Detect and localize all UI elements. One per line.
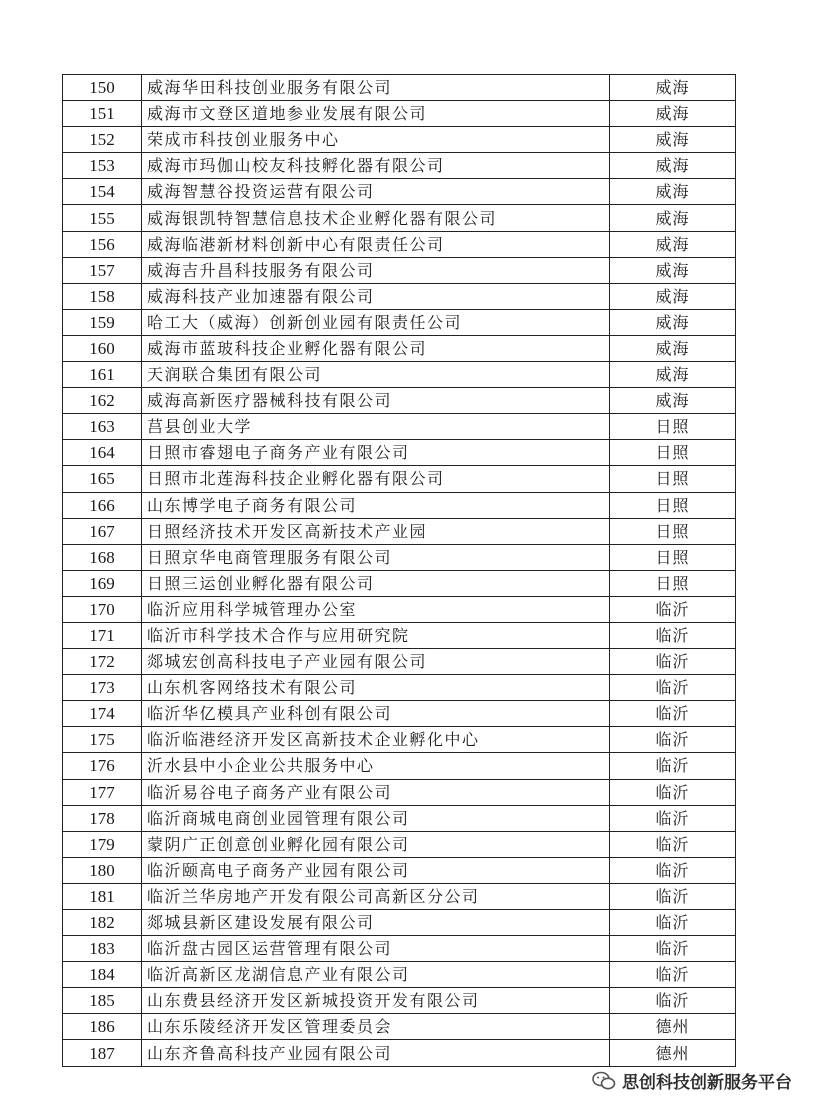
row-number: 155 (63, 205, 142, 231)
row-number: 174 (63, 701, 142, 727)
organization-name: 威海华田科技创业服务有限公司 (142, 75, 610, 101)
city-name: 德州 (610, 1014, 736, 1040)
city-name: 日照 (610, 440, 736, 466)
table-row (63, 596, 736, 622)
city-name: 威海 (610, 257, 736, 283)
row-number: 177 (63, 779, 142, 805)
organization-name: 日照经济技术开发区高新技术产业园 (142, 518, 610, 544)
organization-name: 山东博学电子商务有限公司 (142, 492, 610, 518)
city-name: 临沂 (610, 596, 736, 622)
organization-name: 威海科技产业加速器有限公司 (142, 283, 610, 309)
city-name: 临沂 (610, 910, 736, 936)
city-name: 日照 (610, 492, 736, 518)
watermark (592, 1068, 792, 1093)
city-name: 威海 (610, 335, 736, 361)
row-number: 164 (63, 440, 142, 466)
city-name: 临沂 (610, 962, 736, 988)
city-name: 日照 (610, 544, 736, 570)
table-row (63, 988, 736, 1014)
organization-name: 威海临港新材料创新中心有限责任公司 (142, 231, 610, 257)
organization-name: 威海吉升昌科技服务有限公司 (142, 257, 610, 283)
row-number: 151 (63, 101, 142, 127)
row-number: 152 (63, 127, 142, 153)
table-row (63, 388, 736, 414)
organization-name: 临沂华亿模具产业科创有限公司 (142, 701, 610, 727)
table-row (63, 335, 736, 361)
organization-name: 哈工大（威海）创新创业园有限责任公司 (142, 309, 610, 335)
table-row (63, 1040, 736, 1066)
organization-name: 郯城县新区建设发展有限公司 (142, 910, 610, 936)
organization-name: 山东乐陵经济开发区管理委员会 (142, 1014, 610, 1040)
table-row (63, 127, 736, 153)
city-name: 德州 (610, 1040, 736, 1066)
table-row (63, 309, 736, 335)
row-number: 157 (63, 257, 142, 283)
city-name: 临沂 (610, 936, 736, 962)
table-row (63, 1014, 736, 1040)
city-name: 临沂 (610, 883, 736, 909)
city-name: 临沂 (610, 805, 736, 831)
table-row (63, 231, 736, 257)
table-row (63, 727, 736, 753)
organization-name: 临沂商城电商创业园管理有限公司 (142, 805, 610, 831)
table-row (63, 570, 736, 596)
city-name: 威海 (610, 231, 736, 257)
city-name: 威海 (610, 388, 736, 414)
organization-name: 郯城宏创高科技电子产业园有限公司 (142, 649, 610, 675)
city-name: 威海 (610, 101, 736, 127)
city-name: 威海 (610, 127, 736, 153)
row-number: 168 (63, 544, 142, 570)
row-number: 173 (63, 675, 142, 701)
city-name: 临沂 (610, 622, 736, 648)
table-row (63, 179, 736, 205)
row-number: 178 (63, 805, 142, 831)
organization-name: 天润联合集团有限公司 (142, 362, 610, 388)
organization-name: 山东费县经济开发区新城投资开发有限公司 (142, 988, 610, 1014)
table-row (63, 544, 736, 570)
row-number: 165 (63, 466, 142, 492)
table-row (63, 362, 736, 388)
city-name: 威海 (610, 309, 736, 335)
organization-name: 临沂市科学技术合作与应用研究院 (142, 622, 610, 648)
row-number: 175 (63, 727, 142, 753)
organization-name: 山东齐鲁高科技产业园有限公司 (142, 1040, 610, 1066)
row-number: 179 (63, 831, 142, 857)
row-number: 170 (63, 596, 142, 622)
row-number: 154 (63, 179, 142, 205)
table-body (63, 75, 736, 1067)
row-number: 169 (63, 570, 142, 596)
organization-name: 荣成市科技创业服务中心 (142, 127, 610, 153)
organization-name: 临沂颐高电子商务产业园有限公司 (142, 857, 610, 883)
row-number: 176 (63, 753, 142, 779)
table-row (63, 831, 736, 857)
row-number: 167 (63, 518, 142, 544)
document-page (62, 74, 735, 1067)
organization-name: 临沂临港经济开发区高新技术企业孵化中心 (142, 727, 610, 753)
table-row (63, 675, 736, 701)
table-row (63, 936, 736, 962)
row-number: 158 (63, 283, 142, 309)
organization-name: 日照市睿翅电子商务产业有限公司 (142, 440, 610, 466)
city-name: 日照 (610, 466, 736, 492)
organization-name: 蒙阴广正创意创业孵化园有限公司 (142, 831, 610, 857)
city-name: 威海 (610, 283, 736, 309)
table-row (63, 440, 736, 466)
city-name: 威海 (610, 205, 736, 231)
table-row (63, 492, 736, 518)
table-row (63, 622, 736, 648)
row-number: 161 (63, 362, 142, 388)
row-number: 171 (63, 622, 142, 648)
table-row (63, 466, 736, 492)
organization-name: 威海高新医疗器械科技有限公司 (142, 388, 610, 414)
organization-name: 威海市玛伽山校友科技孵化器有限公司 (142, 153, 610, 179)
table-row (63, 753, 736, 779)
row-number: 181 (63, 883, 142, 909)
city-name: 威海 (610, 179, 736, 205)
watermark-text: 思创科技创新服务平台 (622, 1073, 792, 1093)
row-number: 166 (63, 492, 142, 518)
table-row (63, 857, 736, 883)
city-name: 日照 (610, 414, 736, 440)
city-name: 威海 (610, 362, 736, 388)
row-number: 180 (63, 857, 142, 883)
city-name: 临沂 (610, 857, 736, 883)
organization-name: 威海市文登区道地参业发展有限公司 (142, 101, 610, 127)
organization-name: 莒县创业大学 (142, 414, 610, 440)
organization-name: 日照市北莲海科技企业孵化器有限公司 (142, 466, 610, 492)
organization-name: 临沂盘古园区运营管理有限公司 (142, 936, 610, 962)
row-number: 187 (63, 1040, 142, 1066)
table-row (63, 805, 736, 831)
table-row (63, 518, 736, 544)
organization-name: 威海市蓝玻科技企业孵化器有限公司 (142, 335, 610, 361)
row-number: 163 (63, 414, 142, 440)
row-number: 159 (63, 309, 142, 335)
row-number: 156 (63, 231, 142, 257)
row-number: 185 (63, 988, 142, 1014)
city-name: 临沂 (610, 988, 736, 1014)
organization-name: 临沂应用科学城管理办公室 (142, 596, 610, 622)
city-name: 日照 (610, 570, 736, 596)
organization-name: 沂水县中小企业公共服务中心 (142, 753, 610, 779)
table-row (63, 283, 736, 309)
row-number: 153 (63, 153, 142, 179)
city-name: 临沂 (610, 779, 736, 805)
row-number: 184 (63, 962, 142, 988)
city-name: 临沂 (610, 753, 736, 779)
table-row (63, 962, 736, 988)
organization-name: 山东机客网络技术有限公司 (142, 675, 610, 701)
organization-name: 威海银凯特智慧信息技术企业孵化器有限公司 (142, 205, 610, 231)
organization-name: 临沂易谷电子商务产业有限公司 (142, 779, 610, 805)
table-row (63, 910, 736, 936)
city-name: 日照 (610, 518, 736, 544)
row-number: 150 (63, 75, 142, 101)
city-name: 威海 (610, 75, 736, 101)
row-number: 172 (63, 649, 142, 675)
row-number: 182 (63, 910, 142, 936)
row-number: 183 (63, 936, 142, 962)
city-name: 临沂 (610, 649, 736, 675)
city-name: 威海 (610, 153, 736, 179)
table-row (63, 649, 736, 675)
city-name: 临沂 (610, 701, 736, 727)
table-row (63, 101, 736, 127)
organization-name: 临沂高新区龙湖信息产业有限公司 (142, 962, 610, 988)
table-row (63, 153, 736, 179)
organization-name: 日照京华电商管理服务有限公司 (142, 544, 610, 570)
table-row (63, 205, 736, 231)
organization-name: 临沂兰华房地产开发有限公司高新区分公司 (142, 883, 610, 909)
row-number: 160 (63, 335, 142, 361)
city-name: 临沂 (610, 727, 736, 753)
row-number: 186 (63, 1014, 142, 1040)
city-name: 临沂 (610, 831, 736, 857)
table-row (63, 883, 736, 909)
table-row (63, 414, 736, 440)
incubator-list-table (62, 74, 736, 1067)
table-row (63, 701, 736, 727)
city-name: 临沂 (610, 675, 736, 701)
table-row (63, 75, 736, 101)
wechat-icon (592, 1071, 616, 1091)
row-number: 162 (63, 388, 142, 414)
table-row (63, 779, 736, 805)
organization-name: 日照三运创业孵化器有限公司 (142, 570, 610, 596)
organization-name: 威海智慧谷投资运营有限公司 (142, 179, 610, 205)
table-row (63, 257, 736, 283)
